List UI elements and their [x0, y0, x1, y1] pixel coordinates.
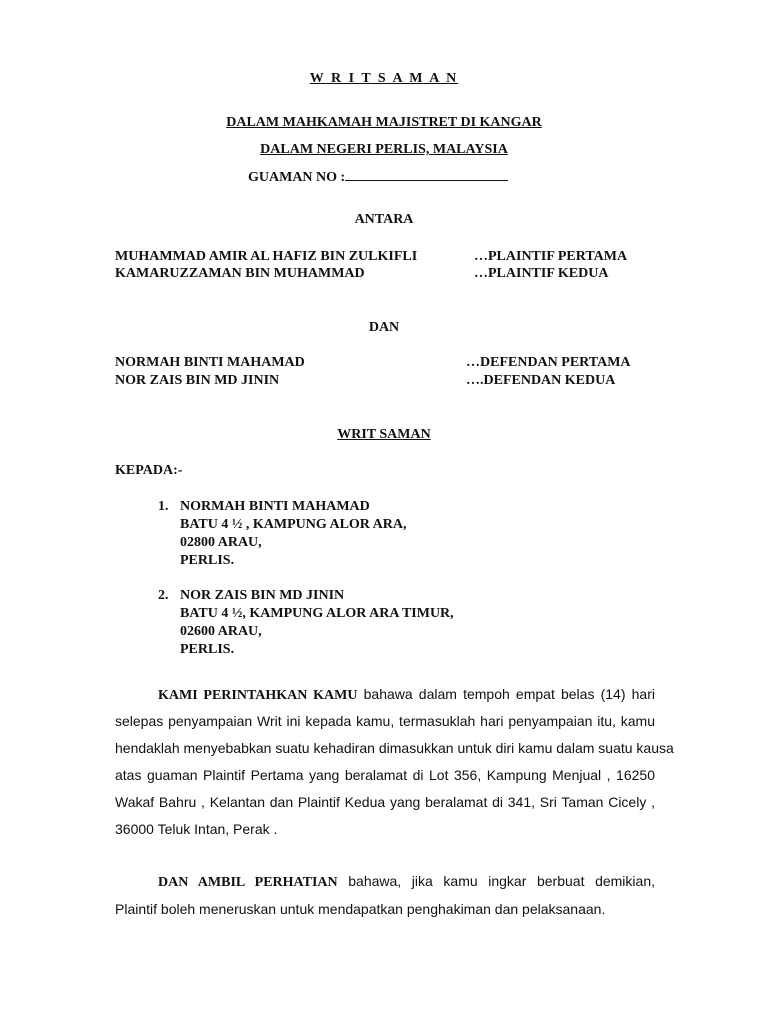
- plaintiff-2-name: KAMARUZZAMAN BIN MUHAMMAD: [115, 266, 365, 281]
- recipient-1-number: 1.: [158, 499, 169, 514]
- paragraph-1-line: selepas penyampaian Writ ini kepada kamu, termasuklah hari penyampaian itu, kamu: [115, 713, 655, 729]
- recipient-2-address-line: PERLIS.: [180, 642, 235, 657]
- to-label: KEPADA:-: [115, 463, 183, 478]
- document-title: W R I T S A M A N: [309, 71, 459, 86]
- defendant-1-name: NORMAH BINTI MAHAMAD: [115, 355, 305, 370]
- recipient-1-address-line: 02800 ARAU,: [180, 535, 262, 550]
- recipient-2-number: 2.: [158, 588, 169, 603]
- paragraph-1-line: 36000 Teluk Intan, Perak .: [115, 821, 278, 837]
- paragraph-2-line: Plaintif boleh meneruskan untuk mendapatkan penghakiman dan pelaksanaan.: [115, 901, 606, 917]
- recipient-1-address-line: BATU 4 ½ , KAMPUNG ALOR ARA,: [180, 517, 407, 532]
- court-state: DALAM NEGERI PERLIS, MALAYSIA: [260, 142, 508, 157]
- plaintiff-1-role: …PLAINTIF PERTAMA: [474, 249, 628, 264]
- paragraph-1-line: Wakaf Bahru , Kelantan dan Plaintif Kedua yang beralamat di 341, Sri Taman Cicely ,: [115, 794, 655, 810]
- paragraph-1-line: atas guaman Plaintif Pertama yang beralamat di Lot 356, Kampung Menjual , 16250: [115, 767, 655, 783]
- case-number: [248, 168, 508, 186]
- recipient-1-name: NORMAH BINTI MAHAMAD: [180, 499, 370, 514]
- defendant-1-role: …DEFENDAN PERTAMA: [466, 355, 631, 370]
- plaintiff-2-role: …PLAINTIF KEDUA: [474, 266, 609, 281]
- defendant-2-name: NOR ZAIS BIN MD JININ: [115, 373, 280, 388]
- recipient-1-address-line: PERLIS.: [180, 553, 235, 568]
- court-name: DALAM MAHKAMAH MAJISTRET DI KANGAR: [226, 115, 542, 130]
- case-number-blank: [345, 168, 508, 181]
- recipient-2-name: NOR ZAIS BIN MD JININ: [180, 588, 345, 603]
- paragraph-2-line: DAN AMBIL PERHATIAN bahawa, jika kamu ingkar berbuat demikian,: [158, 873, 655, 890]
- case-number-label: GUAMAN NO :: [248, 170, 346, 185]
- paragraph-1-line: hendaklah menyebabkan suatu kehadiran dimasukkan untuk diri kamu dalam suatu kausa: [115, 740, 674, 756]
- defendant-2-role: ….DEFENDAN KEDUA: [466, 373, 616, 388]
- writ-subtitle: WRIT SAMAN: [337, 427, 431, 442]
- recipient-2-address-line: BATU 4 ½, KAMPUNG ALOR ARA TIMUR,: [180, 606, 454, 621]
- paragraph-2-lead: DAN AMBIL PERHATIAN: [158, 875, 338, 890]
- plaintiff-1-name: MUHAMMAD AMIR AL HAFIZ BIN ZULKIFLI: [115, 249, 418, 264]
- paragraph-1-lead: KAMI PERINTAHKAN KAMU: [158, 688, 358, 703]
- between-label: ANTARA: [354, 212, 414, 227]
- recipient-2-address-line: 02600 ARAU,: [180, 624, 262, 639]
- paragraph-1-line: KAMI PERINTAHKAN KAMU bahawa dalam tempoh empat belas (14) hari: [158, 686, 655, 703]
- and-label: DAN: [368, 320, 400, 335]
